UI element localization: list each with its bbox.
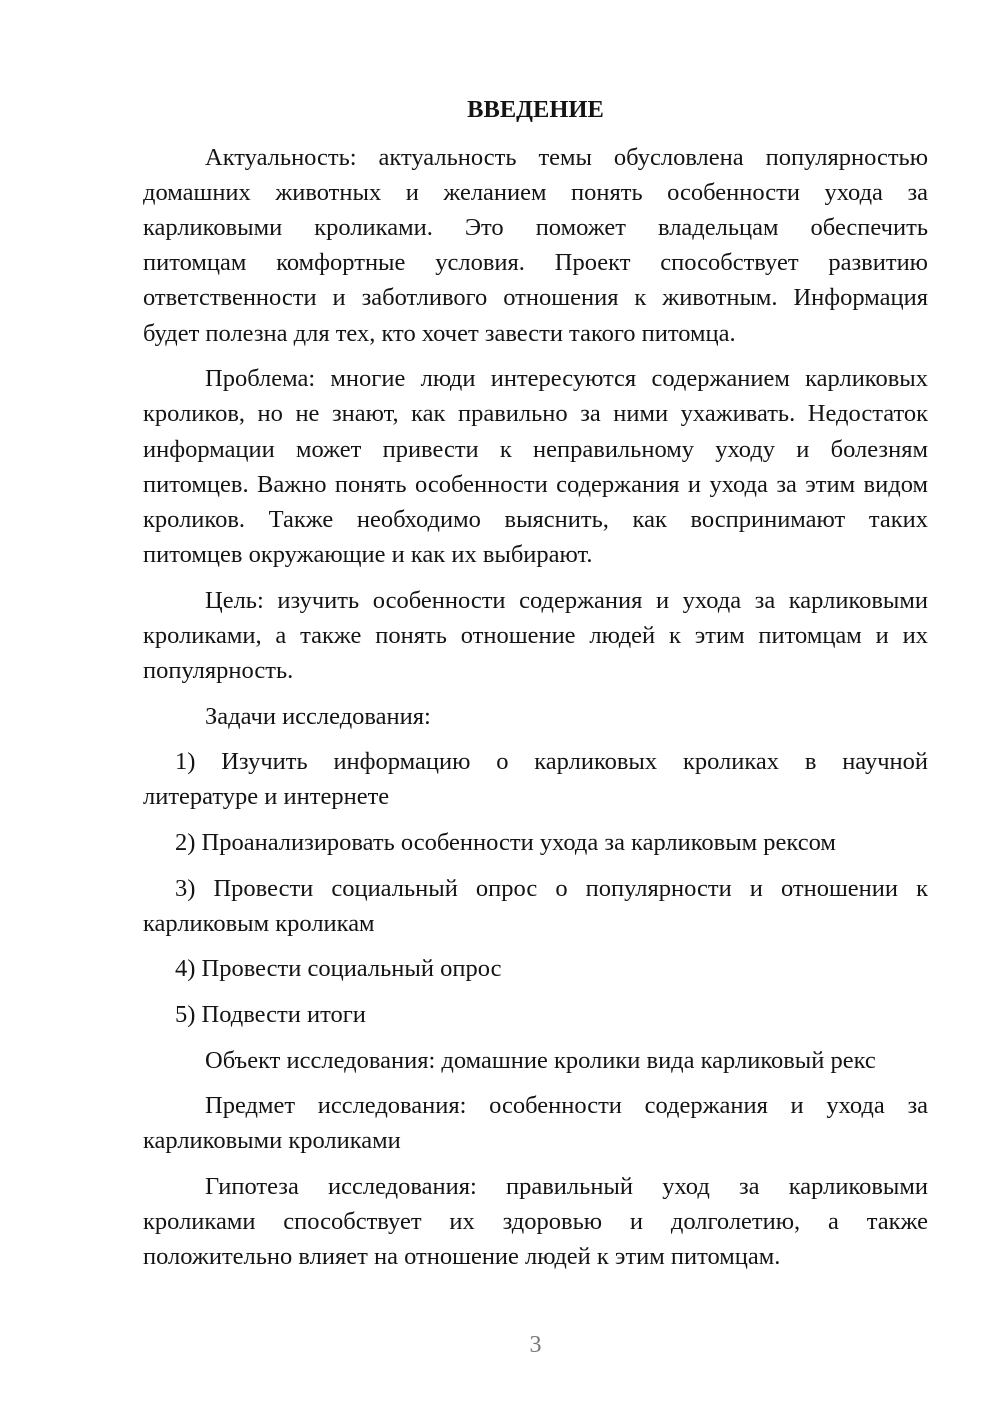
subject-line: Предмет исследования: особенности содержания и ухода за: [205, 1092, 928, 1120]
object-paragraph: [143, 1043, 928, 1078]
task-item-line: литературе и интернете: [143, 783, 390, 811]
relevance-line: ответственности и заботливого отношения к животным. Информация: [143, 284, 928, 312]
problem-line: Проблема: многие люди интересуются содержанием карликовых: [205, 365, 928, 393]
problem-paragraph: [143, 361, 928, 572]
subject-paragraph: [143, 1088, 928, 1158]
relevance-line: Актуальность: актуальность темы обусловлена популярностью: [205, 143, 928, 171]
task-item-line: карликовым кроликам: [143, 909, 375, 937]
task-item: [143, 871, 928, 941]
task-item-line: 4) Провести социальный опрос: [175, 955, 502, 983]
task-item: [143, 825, 928, 860]
hypothesis-line: Гипотеза исследования: правильный уход за карликовыми: [205, 1172, 928, 1200]
relevance-line: карликовыми кроликами. Это поможет владельцам обеспечить: [143, 214, 928, 242]
text-column: [143, 92, 928, 1284]
problem-line: кроликов, но не знают, как правильно за ними ухаживать. Недостаток: [143, 400, 928, 428]
goal-line: популярность.: [143, 657, 294, 685]
relevance-line: будет полезна для тех, кто хочет завести такого питомца.: [143, 319, 736, 347]
tasks-heading-line: Задачи исследования:: [205, 702, 431, 730]
relevance-line: домашних животных и желанием понять особенности ухода за: [143, 178, 928, 206]
relevance-paragraph: [143, 140, 928, 351]
hypothesis-line: положительно влияет на отношение людей к этим питомцам.: [143, 1243, 781, 1271]
page-title: ВВЕДЕНИЕ: [467, 96, 604, 124]
problem-line: кроликов. Также необходимо выяснить, как воспринимают таких: [143, 505, 928, 533]
subject-line: карликовыми кроликами: [143, 1127, 401, 1155]
task-item-line: 2) Проанализировать особенности ухода за карликовым рексом: [175, 829, 836, 857]
task-item-line: 1) Изучить информацию о карликовых кроликах в научной: [175, 748, 928, 776]
task-item: [143, 997, 928, 1032]
hypothesis-line: кроликами способствует их здоровью и долголетию, а также: [143, 1208, 928, 1236]
task-item: [143, 951, 928, 986]
goal-line: кроликами, а также понять отношение людей к этим питомцам и их: [143, 621, 928, 649]
problem-line: информации может привести к неправильному уходу и болезням: [143, 435, 928, 463]
relevance-line: питомцам комфортные условия. Проект способствует развитию: [143, 249, 928, 277]
object-line: Объект исследования: домашние кролики вида карликовый рекс: [205, 1046, 876, 1074]
goal-line: Цель: изучить особенности содержания и ухода за карликовыми: [205, 586, 928, 614]
problem-line: питомцев окружающие и как их выбирают.: [143, 541, 593, 569]
task-item-line: 5) Подвести итоги: [175, 1000, 366, 1028]
task-item-line: 3) Провести социальный опрос о популярности и отношении к: [175, 874, 928, 902]
tasks-heading: [143, 699, 928, 734]
goal-paragraph: [143, 583, 928, 689]
task-item: [143, 744, 928, 814]
page-number: 3: [529, 1332, 542, 1358]
problem-line: питомцев. Важно понять особенности содержания и ухода за этим видом: [143, 470, 928, 498]
hypothesis-paragraph: [143, 1169, 928, 1275]
